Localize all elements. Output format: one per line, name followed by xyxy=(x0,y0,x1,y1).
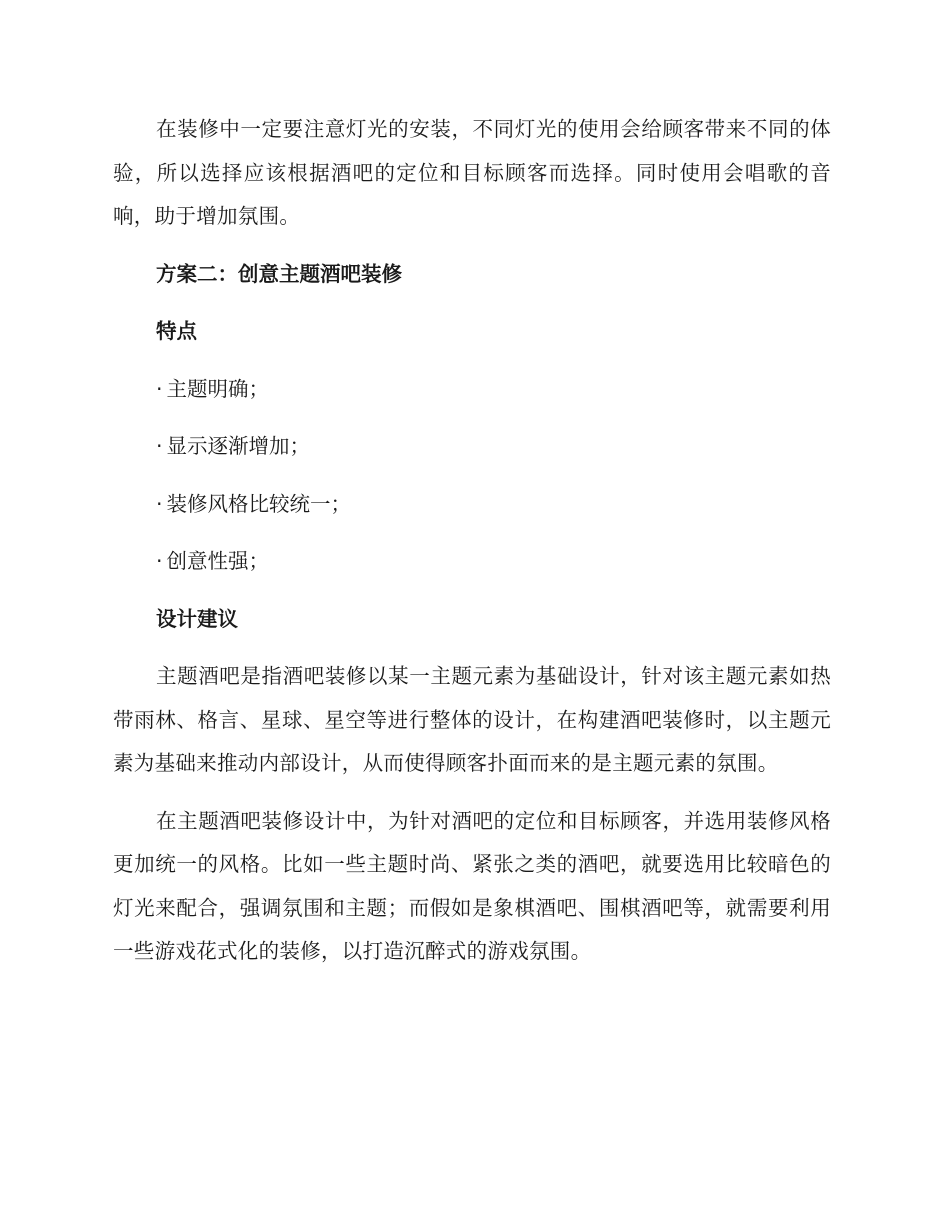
list-item xyxy=(156,540,831,584)
heading-features: 特点 xyxy=(156,319,197,343)
heading-design-suggestions: 设计建议 xyxy=(156,606,238,631)
feature-text: 装修风格比较统一； xyxy=(166,491,352,516)
paragraph-theme-bar: 主题酒吧是指酒吧装修以某一主题元素为基础设计，针对该主题元素如热带雨林、格言、星球、星空等进行整体的设计，在构建酒吧装修时，以主题元素为基础来推动内部设计，从而使得顾客扑面而来的是主题元素的氛围。 xyxy=(113,664,831,775)
paragraph-theme-design: 在主题酒吧装修设计中，为针对酒吧的定位和目标顾客，并选用装修风格更加统一的风格。比如一些主题时尚、紧张之类的酒吧，就要选用比较暗色的灯光来配合，强调氛围和主题；而假如是象棋酒吧、围棋酒吧等，就需要利用一些游戏花式化的装修，以打造沉醉式的游戏氛围。 xyxy=(113,808,831,963)
list-item xyxy=(156,425,831,469)
list-item xyxy=(156,368,831,412)
document-body xyxy=(113,108,831,988)
bullet-icon: · xyxy=(156,376,163,401)
bullet-icon: · xyxy=(156,434,163,458)
bullet-icon: · xyxy=(156,549,163,573)
feature-text: 主题明确； xyxy=(166,376,270,401)
heading-plan-two: 方案二：创意主题酒吧装修 xyxy=(156,261,402,286)
bullet-icon: · xyxy=(156,491,163,516)
feature-text: 显示逐渐增加； xyxy=(166,434,311,458)
paragraph-lighting: 在装修中一定要注意灯光的安装，不同灯光的使用会给顾客带来不同的体验，所以选择应该根据酒吧的定位和目标顾客而选择。同时使用会唱歌的音响，助于增加氛围。 xyxy=(113,117,831,228)
list-item xyxy=(156,483,831,527)
feature-text: 创意性强； xyxy=(166,549,270,573)
